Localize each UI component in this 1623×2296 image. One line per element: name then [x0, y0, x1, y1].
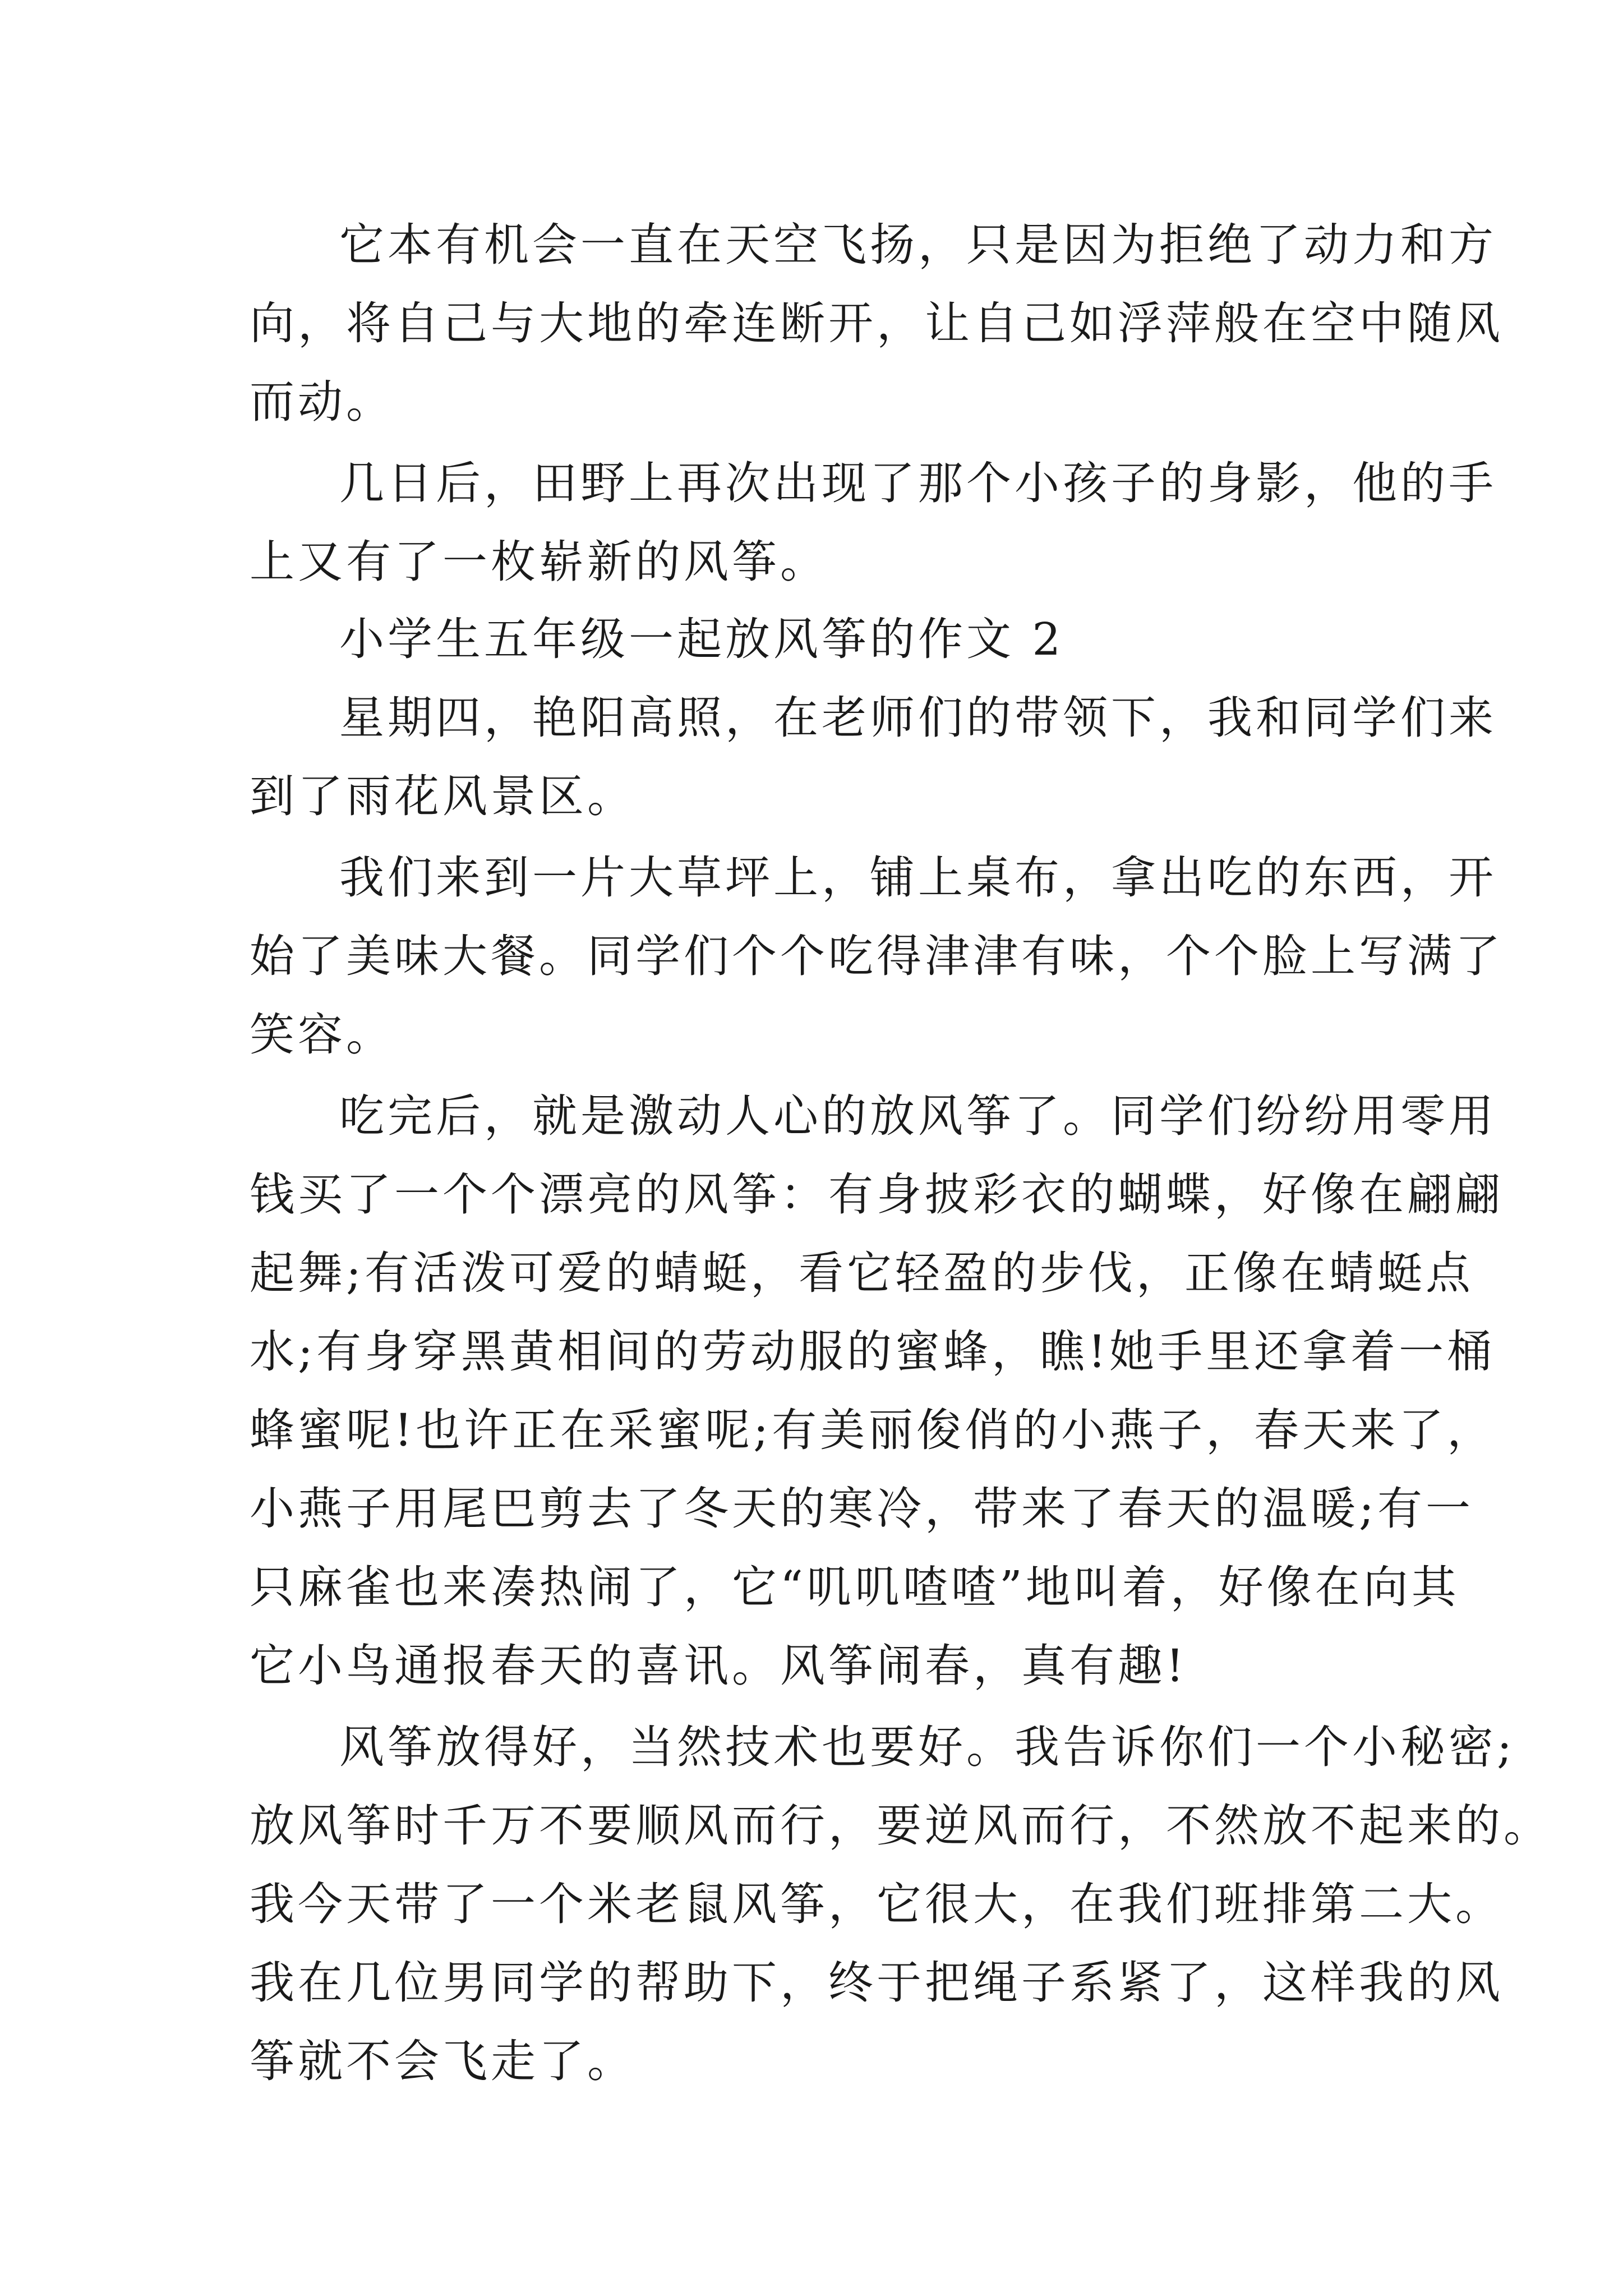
text-line: 几日后，田野上再次出现了那个小孩子的身影，他的手 — [339, 457, 1497, 509]
section-heading: 小学生五年级一起放风筝的作文 2 — [339, 613, 1064, 665]
text-line: 星期四，艳阳高照，在老师们的带领下，我和同学们来 — [339, 692, 1497, 744]
text-line: 小燕子用尾巴剪去了冬天的寒冷，带来了春天的温暖;有一 — [250, 1483, 1474, 1535]
text-line: 放风筝时千万不要顺风而行，要逆风而行，不然放不起来的。 — [250, 1800, 1552, 1852]
text-line: 始了美味大餐。同学们个个吃得津津有味，个个脸上写满了 — [250, 930, 1504, 982]
text-line: 它本有机会一直在天空飞扬，只是因为拒绝了动力和方 — [339, 219, 1497, 271]
text-line: 只麻雀也来凑热闹了，它“叽叽喳喳”地叫着，好像在向其 — [250, 1561, 1460, 1613]
text-line: 向，将自己与大地的牵连断开，让自己如浮萍般在空中随风 — [250, 297, 1504, 349]
text-line: 我今天带了一个米老鼠风筝，它很大，在我们班排第二大。 — [250, 1878, 1504, 1930]
text-line: 吃完后，就是激动人心的放风筝了。同学们纷纷用零用 — [339, 1090, 1497, 1142]
text-line: 它小鸟通报春天的喜讯。风筝闹春，真有趣! — [250, 1640, 1188, 1692]
text-line: 上又有了一枚崭新的风筝。 — [250, 536, 828, 588]
text-line: 风筝放得好，当然技术也要好。我告诉你们一个小秘密; — [339, 1721, 1515, 1773]
text-line: 笑容。 — [250, 1009, 394, 1061]
text-line: 起舞;有活泼可爱的蜻蜓，看它轻盈的步伐，正像在蜻蜓点 — [250, 1247, 1474, 1299]
text-line: 蜂蜜呢!也许正在采蜜呢;有美丽俊俏的小燕子，春天来了， — [250, 1404, 1496, 1456]
text-line: 而动。 — [250, 376, 394, 428]
text-line: 水;有身穿黑黄相间的劳动服的蜜蜂，瞧!她手里还拿着一桶 — [250, 1326, 1496, 1378]
text-line: 钱买了一个个漂亮的风筝：有身披彩衣的蝴蝶，好像在翩翩 — [250, 1168, 1504, 1221]
text-line: 到了雨花风景区。 — [250, 770, 635, 822]
text-line: 我在几位男同学的帮助下，终于把绳子系紧了，这样我的风 — [250, 1957, 1504, 2009]
text-line: 筝就不会飞走了。 — [250, 2035, 635, 2087]
text-line: 我们来到一片大草坪上，铺上桌布，拿出吃的东西，开 — [339, 852, 1497, 904]
